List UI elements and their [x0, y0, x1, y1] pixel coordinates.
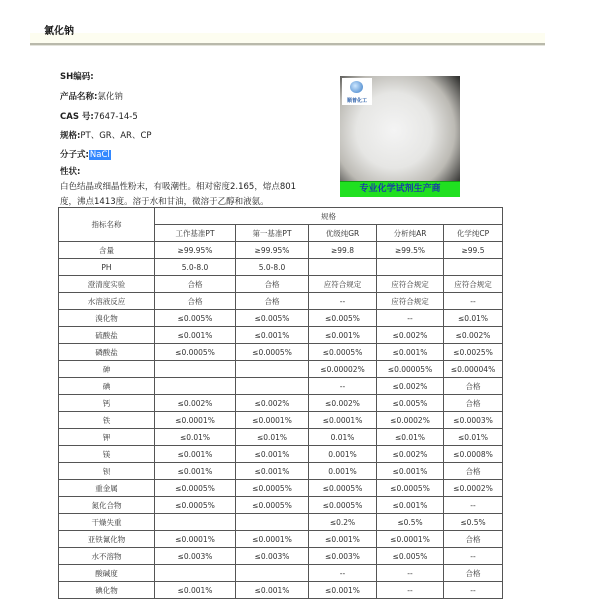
table-cell: 应符合规定 — [377, 276, 444, 293]
table-cell — [155, 361, 236, 378]
table-cell: ≤0.00002% — [309, 361, 377, 378]
row-label: 水溶液反应 — [59, 293, 155, 310]
table-cell: ≤0.0001% — [236, 531, 309, 548]
row-label: 硫酸盐 — [59, 327, 155, 344]
table-cell: ≤0.0001% — [155, 412, 236, 429]
table-cell: ≤0.002% — [236, 395, 309, 412]
table-cell: ≤0.001% — [155, 327, 236, 344]
table-cell: ≤0.01% — [377, 429, 444, 446]
row-label: 钾 — [59, 429, 155, 446]
title-bar — [30, 18, 545, 44]
product-name-label: 产品名称: — [60, 92, 98, 102]
table-row — [59, 327, 503, 344]
row-label: 氮化合物 — [59, 497, 155, 514]
table-cell: ≤0.001% — [377, 344, 444, 361]
table-row — [59, 429, 503, 446]
table-cell: 合格 — [155, 276, 236, 293]
spec-table — [58, 207, 503, 599]
col-header: 优级纯GR — [309, 225, 377, 242]
product-name-line — [60, 90, 123, 102]
col-header: 第一基准PT — [236, 225, 309, 242]
table-cell: 0.001% — [309, 463, 377, 480]
product-name-value: 氯化钠 — [97, 92, 123, 102]
table-cell: ≤0.01% — [155, 429, 236, 446]
table-cell: ≤0.001% — [377, 497, 444, 514]
table-row — [59, 395, 503, 412]
table-row — [59, 480, 503, 497]
table-cell — [155, 565, 236, 582]
table-cell: 应符合规定 — [309, 276, 377, 293]
table-cell: ≤0.001% — [236, 327, 309, 344]
table-row — [59, 293, 503, 310]
properties-line — [60, 165, 80, 177]
col-header: 化学纯CP — [444, 225, 503, 242]
row-label: 水不溶物 — [59, 548, 155, 565]
row-label: 钡 — [59, 463, 155, 480]
sh-code-line — [60, 70, 94, 82]
table-cell: ≤0.0005% — [155, 480, 236, 497]
table-cell: -- — [377, 310, 444, 327]
formula-line — [60, 148, 111, 160]
table-cell: 5.0-8.0 — [236, 259, 309, 276]
grades-label: 规格: — [60, 131, 81, 141]
table-cell: ≤0.0001% — [309, 412, 377, 429]
table-row — [59, 548, 503, 565]
index-header: 指标名称 — [59, 208, 155, 242]
cas-line — [60, 110, 138, 122]
table-cell — [309, 259, 377, 276]
row-label: 磷酸盐 — [59, 344, 155, 361]
table-cell: 合格 — [236, 293, 309, 310]
row-label: 干燥失重 — [59, 514, 155, 531]
table-row — [59, 446, 503, 463]
row-label: 砷 — [59, 361, 155, 378]
table-cell: ≤0.0005% — [236, 497, 309, 514]
table-row — [59, 344, 503, 361]
table-cell: ≤0.002% — [377, 327, 444, 344]
row-label: 亚铁氰化物 — [59, 531, 155, 548]
table-cell: 应符合规定 — [377, 293, 444, 310]
row-label: 重金属 — [59, 480, 155, 497]
table-cell — [236, 514, 309, 531]
table-row — [59, 259, 503, 276]
logo-globe-icon — [350, 81, 363, 93]
table-cell — [377, 259, 444, 276]
table-cell: ≤0.001% — [309, 582, 377, 599]
table-cell: -- — [377, 582, 444, 599]
col-header: 工作基准PT — [155, 225, 236, 242]
table-cell — [155, 514, 236, 531]
table-cell: ≤0.0005% — [309, 344, 377, 361]
table-cell: ≤0.002% — [377, 378, 444, 395]
table-cell: ≤0.0005% — [309, 480, 377, 497]
table-cell: ≤0.001% — [377, 463, 444, 480]
grades-value: PT、GR、AR、CP — [80, 131, 152, 141]
grades-line — [60, 129, 152, 141]
table-cell: ≤0.001% — [236, 446, 309, 463]
table-cell: ≤0.002% — [444, 327, 503, 344]
table-cell: ≤0.5% — [377, 514, 444, 531]
table-cell: ≤0.01% — [236, 429, 309, 446]
table-cell: ≤0.0002% — [377, 412, 444, 429]
table-cell — [444, 259, 503, 276]
cas-label: CAS 号: — [60, 112, 94, 122]
table-cell: ≤0.00005% — [377, 361, 444, 378]
table-cell: ≤0.003% — [309, 548, 377, 565]
logo-text: 顺普化工 — [346, 98, 367, 104]
table-cell: ≥99.5% — [377, 242, 444, 259]
table-cell: 合格 — [444, 531, 503, 548]
table-row — [59, 412, 503, 429]
page-title: 氯化钠 — [44, 26, 74, 37]
table-cell: ≤0.001% — [236, 463, 309, 480]
table-cell: -- — [309, 378, 377, 395]
table-cell: ≤0.001% — [309, 327, 377, 344]
table-row — [59, 242, 503, 259]
table-cell: 应符合规定 — [444, 276, 503, 293]
table-cell: ≤0.2% — [309, 514, 377, 531]
table-cell: ≥99.5 — [444, 242, 503, 259]
row-label: 碘化物 — [59, 582, 155, 599]
row-label: 澄清度实验 — [59, 276, 155, 293]
properties-text: 白色结晶或细晶性粉末，有吸潮性。相对密度2.165，熔点801度，沸点1413度。溶于水和甘油，微溶于乙醇和液氨。 — [60, 182, 297, 207]
row-label: 含量 — [59, 242, 155, 259]
table-row — [59, 582, 503, 599]
table-row — [59, 514, 503, 531]
table-cell: ≤0.5% — [444, 514, 503, 531]
table-cell — [155, 378, 236, 395]
table-header-row — [59, 208, 503, 225]
table-cell: ≥99.95% — [155, 242, 236, 259]
table-cell: ≤0.005% — [377, 548, 444, 565]
table-row — [59, 378, 503, 395]
table-cell: ≤0.001% — [155, 582, 236, 599]
formula-value-selected[interactable]: NaCl — [89, 150, 110, 160]
table-cell — [236, 378, 309, 395]
row-label: 溴化物 — [59, 310, 155, 327]
table-cell: 合格 — [444, 463, 503, 480]
table-row — [59, 565, 503, 582]
table-cell: 合格 — [444, 395, 503, 412]
table-cell: ≤0.005% — [377, 395, 444, 412]
table-cell: ≤0.005% — [309, 310, 377, 327]
row-label: 碘 — [59, 378, 155, 395]
table-cell: ≤0.0001% — [377, 531, 444, 548]
table-cell: ≤0.001% — [309, 531, 377, 548]
table-cell: ≤0.005% — [236, 310, 309, 327]
table-row — [59, 276, 503, 293]
table-cell: ≤0.005% — [155, 310, 236, 327]
table-cell: -- — [309, 565, 377, 582]
row-label: PH — [59, 259, 155, 276]
company-logo — [342, 78, 372, 105]
table-cell: -- — [444, 497, 503, 514]
table-row — [59, 361, 503, 378]
title-divider — [30, 43, 545, 45]
table-cell: ≤0.002% — [309, 395, 377, 412]
table-cell: ≤0.01% — [444, 310, 503, 327]
sh-code-label: SH编码: — [60, 72, 94, 82]
table-row — [59, 497, 503, 514]
table-cell: -- — [444, 548, 503, 565]
table-cell: ≤0.0005% — [236, 480, 309, 497]
group-header: 规格 — [155, 208, 503, 225]
row-label: 酸碱度 — [59, 565, 155, 582]
table-cell: ≤0.00004% — [444, 361, 503, 378]
row-label: 钙 — [59, 395, 155, 412]
table-cell: -- — [377, 565, 444, 582]
table-cell — [236, 565, 309, 582]
product-image — [340, 76, 460, 197]
table-cell: ≤0.0001% — [236, 412, 309, 429]
table-cell: ≤0.0005% — [155, 497, 236, 514]
properties-label: 性状: — [60, 167, 81, 177]
row-label: 铁 — [59, 412, 155, 429]
table-row — [59, 463, 503, 480]
table-cell: ≥99.8 — [309, 242, 377, 259]
table-cell: ≤0.0005% — [236, 344, 309, 361]
cas-value: 7647-14-5 — [93, 112, 138, 122]
table-cell: ≤0.01% — [444, 429, 503, 446]
col-header: 分析纯AR — [377, 225, 444, 242]
table-cell: ≤0.002% — [155, 395, 236, 412]
table-cell: ≥99.95% — [236, 242, 309, 259]
table-cell: ≤0.003% — [236, 548, 309, 565]
image-banner: 专业化学试剂生产商 — [340, 181, 460, 197]
table-cell: -- — [444, 582, 503, 599]
table-cell: ≤0.0025% — [444, 344, 503, 361]
table-cell: 5.0-8.0 — [155, 259, 236, 276]
table-cell: ≤0.002% — [377, 446, 444, 463]
table-row — [59, 531, 503, 548]
table-cell: 合格 — [155, 293, 236, 310]
table-row — [59, 310, 503, 327]
table-cell — [236, 361, 309, 378]
table-cell: ≤0.001% — [155, 446, 236, 463]
table-cell: ≤0.003% — [155, 548, 236, 565]
table-cell: ≤0.0005% — [309, 497, 377, 514]
table-cell: ≤0.0001% — [155, 531, 236, 548]
table-cell: 合格 — [236, 276, 309, 293]
table-cell: ≤0.0003% — [444, 412, 503, 429]
table-cell: ≤0.0002% — [444, 480, 503, 497]
table-cell: -- — [444, 293, 503, 310]
table-cell: 0.01% — [309, 429, 377, 446]
formula-label: 分子式: — [60, 150, 89, 160]
table-cell: ≤0.0008% — [444, 446, 503, 463]
row-label: 镁 — [59, 446, 155, 463]
table-cell: ≤0.001% — [155, 463, 236, 480]
table-cell: 0.001% — [309, 446, 377, 463]
title-background — [30, 33, 545, 43]
table-cell: 合格 — [444, 378, 503, 395]
table-cell: ≤0.0005% — [155, 344, 236, 361]
table-cell: 合格 — [444, 565, 503, 582]
table-cell: -- — [309, 293, 377, 310]
table-cell: ≤0.001% — [236, 582, 309, 599]
table-cell: ≤0.0005% — [377, 480, 444, 497]
